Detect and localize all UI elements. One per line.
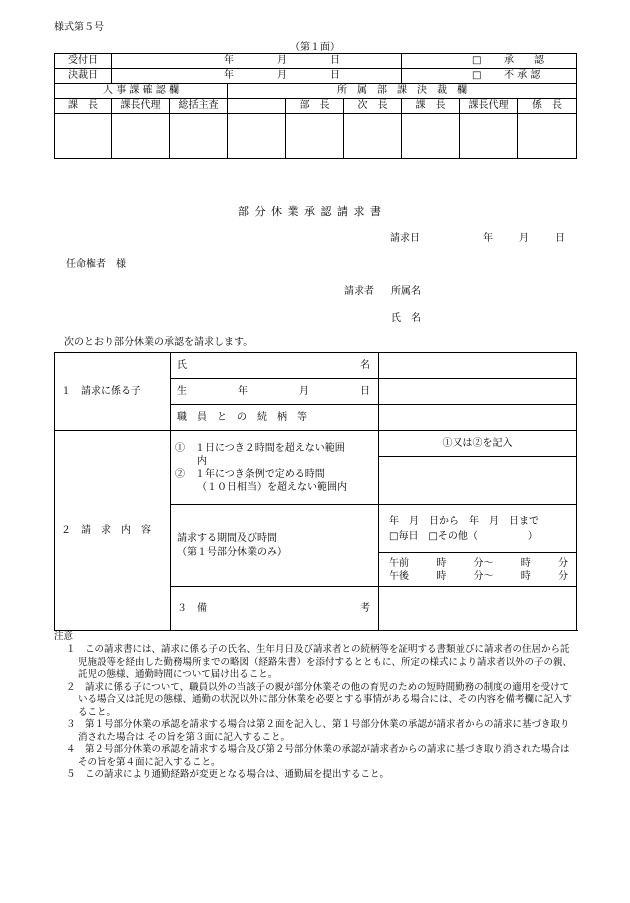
dept-name-label: 所属名 bbox=[391, 286, 421, 297]
request-date-month[interactable]: 月 bbox=[519, 233, 529, 244]
approval-table bbox=[54, 53, 577, 159]
received-date-field[interactable]: 年 月 日 bbox=[112, 54, 402, 69]
dept-col-director: 部 長 bbox=[286, 99, 344, 114]
period-from-to: 年 月 日から 年 月 日まで bbox=[389, 515, 539, 527]
period-field[interactable] bbox=[379, 505, 577, 553]
child-birthdate-label: 生 年 月 日 bbox=[171, 379, 379, 405]
time-field[interactable]: 午前 時 分～ 時 分 午後 時 分～ 時 分 bbox=[379, 553, 577, 587]
note-item: ３ 第１号部分休業の承認を請求する場合は第２面を記入し、第１号部分休業の承認が請求者からの請求に基づき取り消された場合は その旨を第３面に記入すること。 bbox=[66, 719, 570, 743]
blank-col bbox=[228, 99, 286, 114]
dept-col-deputy: 課長代理 bbox=[460, 99, 518, 114]
received-date-label: 受付日 bbox=[55, 54, 112, 69]
dept-col-section-chief: 係 長 bbox=[518, 99, 577, 114]
intro-text: 次のとおり部分休業の承認を請求します。 bbox=[64, 337, 254, 348]
stamp-box[interactable] bbox=[112, 114, 170, 159]
requester-name-label: 氏 名 bbox=[391, 313, 421, 324]
option-note: ①又は②を記入 bbox=[379, 431, 577, 457]
approve-checkbox: □ bbox=[472, 55, 482, 66]
child-relation-field[interactable] bbox=[379, 405, 577, 431]
note-item: ５ この請求により通勤経路が変更となる場合は、通勤届を提出すること。 bbox=[66, 769, 390, 780]
period-frequency: □毎日 □その他（ ） bbox=[389, 530, 538, 542]
hr-col-chief: 課 長 bbox=[55, 99, 112, 114]
child-relation-label: 職 員 と の 続 柄 等 bbox=[171, 405, 379, 431]
document-title: 部 分 休 業 承 認 請 求 書 bbox=[238, 205, 382, 218]
stamp-box[interactable] bbox=[460, 114, 518, 159]
child-section-label: １ 請求に係る子 bbox=[55, 353, 171, 431]
dept-col-vice: 次 長 bbox=[344, 99, 402, 114]
approve-option[interactable]: □ 承 認 bbox=[402, 54, 577, 69]
request-date-day[interactable]: 日 bbox=[555, 233, 565, 244]
hr-col-supervisor: 総括主査 bbox=[170, 99, 228, 114]
stamp-box[interactable] bbox=[228, 114, 286, 159]
stamp-box[interactable] bbox=[55, 114, 112, 159]
hr-confirm-header: 人 事 課 確 認 欄 bbox=[55, 84, 228, 99]
period-label: 請求する期間及び時間 （第１号部分休業のみ） bbox=[171, 505, 379, 587]
option-1-line1: ① １日につき２時間を超えない範囲 bbox=[175, 442, 345, 454]
leave-options bbox=[171, 431, 379, 505]
note-item: ２ 請求に係る子について、職員以外の当該子の親が部分休業その他の育児のための短時間勤務の制度の適用を受けている場合又は託児の態様、通勤の状況以外に部分休業を必要とする事情がある場合には、その内容を備考欄に記入すること。 bbox=[66, 681, 573, 718]
notes-title: 注意 bbox=[54, 631, 74, 642]
stamp-box[interactable] bbox=[286, 114, 344, 159]
notes-list bbox=[66, 644, 578, 782]
note-item: ４ 第２号部分休業の承認を請求する場合及び第２号部分休業の承認が請求者からの請求に基づき取り消された場合はその旨を第４面に記入すること。 bbox=[66, 744, 570, 768]
remarks-label: ３ 備 考 bbox=[171, 587, 379, 631]
appointer-text: 任命権者 様 bbox=[66, 259, 126, 270]
decision-date-field[interactable]: 年 月 日 bbox=[112, 69, 402, 84]
page-label: （第１面） bbox=[290, 42, 340, 53]
hr-col-deputy: 課長代理 bbox=[112, 99, 170, 114]
option-2-line1: ② １年につき条例で定める時間 bbox=[175, 468, 325, 480]
form-number: 様式第５号 bbox=[54, 22, 104, 33]
option-choice-field[interactable] bbox=[379, 457, 577, 505]
option-2-line2: （１０日相当）を超えない範囲内 bbox=[197, 481, 347, 493]
disapprove-checkbox: □ bbox=[472, 70, 482, 81]
decision-date-label: 決裁日 bbox=[55, 69, 112, 84]
request-date-year[interactable]: 年 bbox=[483, 233, 493, 244]
disapprove-option[interactable]: □ 不 承 認 bbox=[402, 69, 577, 84]
note-item: １ この請求書には、請求に係る子の氏名、生年月日及び請求者との続柄等を証明する書類並びに請求者の住居から託児施設等を経由した勤務場所までの略図（経路朱書）を添付するとともに、所定の様式により請求者以外の子の親、託児の態様、通勤時間について届け出ること。 bbox=[66, 644, 573, 680]
remarks-field[interactable] bbox=[379, 587, 577, 631]
request-date-label: 請求日 bbox=[390, 233, 420, 244]
dept-decision-header: 所 属 部 課 決 裁 欄 bbox=[228, 84, 577, 99]
request-content-label: ２ 請 求 内 容 bbox=[55, 431, 171, 631]
request-table bbox=[54, 352, 577, 631]
stamp-box[interactable] bbox=[518, 114, 577, 159]
dept-col-chief: 課 長 bbox=[402, 99, 460, 114]
stamp-box[interactable] bbox=[344, 114, 402, 159]
child-birthdate-field[interactable] bbox=[379, 379, 577, 405]
child-name-label: 氏 名 bbox=[171, 353, 379, 379]
stamp-box[interactable] bbox=[170, 114, 228, 159]
child-name-field[interactable] bbox=[379, 353, 577, 379]
stamp-box[interactable] bbox=[402, 114, 460, 159]
requester-label: 請求者 bbox=[344, 286, 374, 297]
option-1-line2: 内 bbox=[197, 455, 207, 467]
